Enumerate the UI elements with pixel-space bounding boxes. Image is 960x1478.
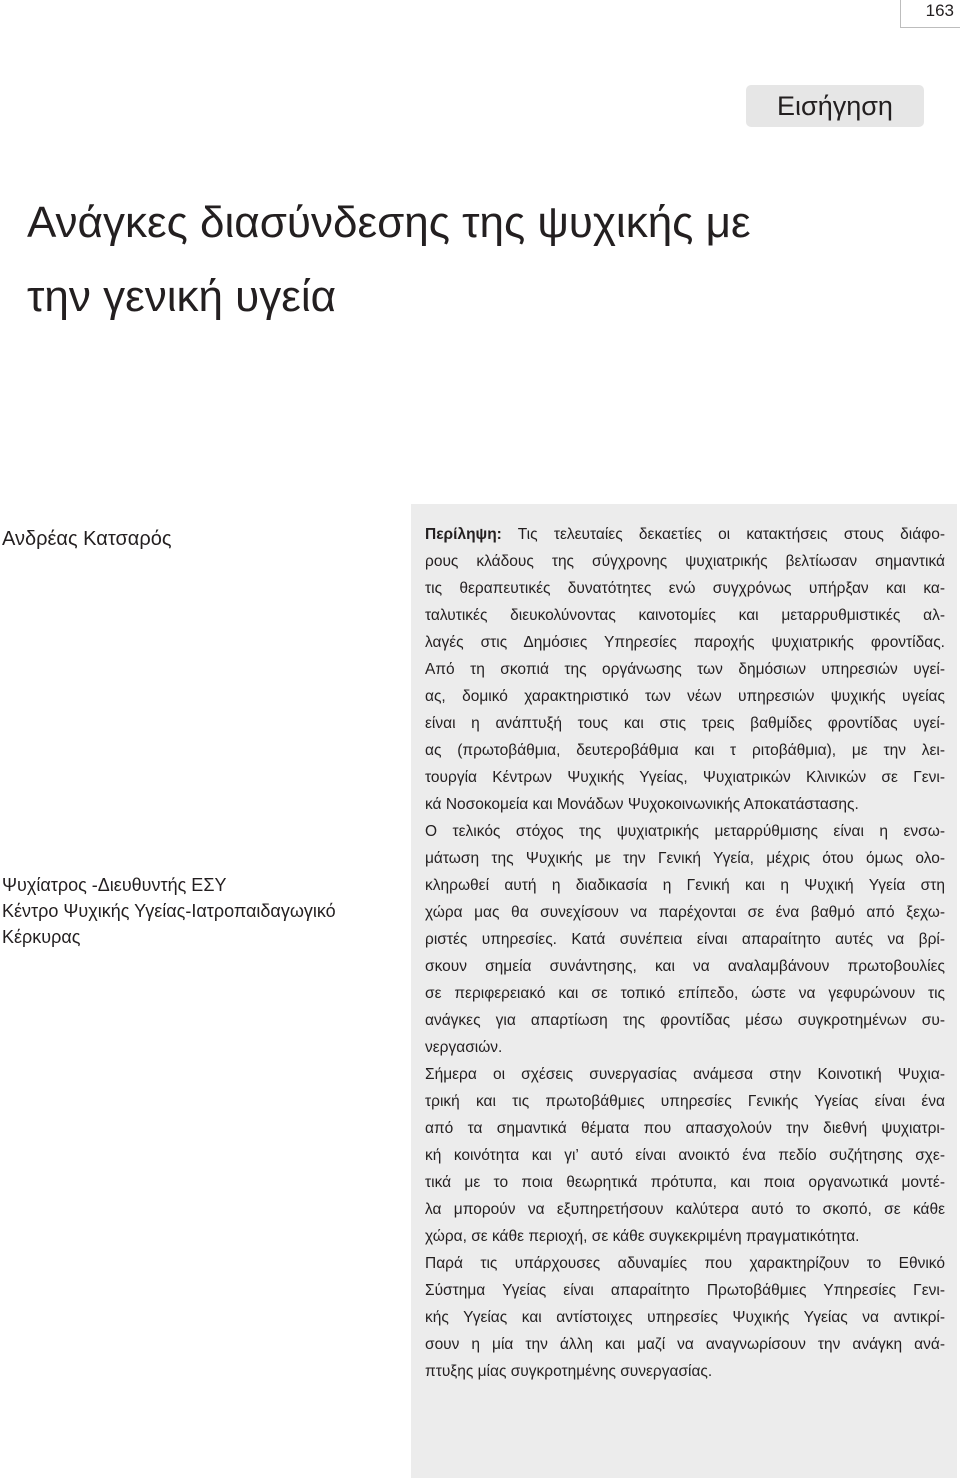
abstract-line: σκουν σημεία συνάντησης, και να αναλαμβάνουν πρωτοβουλίες [425, 958, 945, 975]
abstract-line [425, 521, 945, 548]
author-name: Ανδρέας Κατσαρός [2, 528, 172, 550]
abstract-line: κή κοινότητα και γι’ αυτό είναι ανοικτό ένα πεδίο συζήτησης σχε- [425, 1147, 945, 1164]
abstract-line: ριστές υπηρεσίες. Κατά συνέπεια είναι απαραίτητο αυτές να βρί- [425, 931, 945, 948]
abstract-line: ας (πρωτοβάθμια, δευτεροβάθμια και τ ριτοβάθμια), με την λει- [425, 742, 945, 759]
abstract-line: Ο τελικός στόχος της ψυχιατρικής μεταρρύθμισης είναι η ενσω- [425, 823, 945, 840]
abstract-line: είναι η ανάπτυξή τους και στις τρεις βαθμίδες φροντίδας υγεί- [425, 715, 945, 732]
abstract-line: τις θεραπευτικές δυνατότητες ενώ συγχρόνως υπήρξαν και κα- [425, 580, 945, 597]
abstract-line: Παρά τις υπάρχουσες αδυναμίες που χαρακτηρίζουν το Εθνικό [425, 1255, 945, 1272]
abstract-line: τρική και τις πρωτοβάθμιες υπηρεσίες Γενικής Υγείας είναι ένα [425, 1093, 945, 1110]
affiliation-line: Ψυχίατρος -Διευθυντής ΕΣΥ [2, 875, 227, 895]
abstract-line: νεργασιών. [425, 1039, 503, 1056]
abstract-line: τικά με το ποια θεωρητικά πρότυπα, και ποια οργανωτικά μοντέ- [425, 1174, 945, 1191]
abstract-line: ανάγκες για απαρτίωση της φροντίδας μέσω συγκροτημένων συ- [425, 1012, 945, 1029]
page-number: 163 [900, 0, 960, 28]
abstract-line: πτυξης μίας συγκροτημένης συνεργασίας. [425, 1363, 713, 1380]
abstract-line: μάτωση της Ψυχικής με την Γενική Υγεία, μέχρις ότου όμως ολο- [425, 850, 945, 867]
abstract-line: κληρωθεί αυτή η διαδικασία η Γενική και η Ψυχική Υγεία στη [425, 877, 945, 894]
abstract-line: Σύστημα Υγείας είναι απαραίτητο Πρωτοβάθμιες Υπηρεσίες Γενι- [425, 1282, 945, 1299]
abstract-line: χώρα, σε κάθε περιοχή, σε κάθε συγκεκριμένη πραγματικότητα. [425, 1228, 860, 1245]
abstract-line: ταλυτικές διευκολύνοντας καινοτομίες και μεταρρυθμιστικές αλ- [425, 607, 945, 624]
abstract-line: λαγές στις Δημόσιες Υπηρεσίες παροχής ψυχιατρικής φροντίδας. [425, 634, 945, 651]
abstract-line: λα μπορούν να εξυπηρετήσουν καλύτερα αυτό το σκοπό, σε κάθε [425, 1201, 945, 1218]
title-line: την γενική υγεία [27, 272, 337, 321]
affiliation-line: Κέντρο Ψυχικής Υγείας-Ιατροπαιδαγωγικό [2, 901, 336, 921]
abstract-line: κής Υγείας και αντίστοιχες υπηρεσίες Ψυχικής Υγείας να αντικρί- [425, 1309, 945, 1326]
abstract-line-text: Τις τελευταίες δεκαετίες οι κατακτήσεις στους διάφο- [501, 526, 945, 543]
abstract-line: ρους κλάδους της σύγχρονης ψυχιατρικής βελτίωσαν σημαντικά [425, 553, 945, 570]
author-affiliation [2, 872, 336, 950]
article-title [27, 186, 927, 334]
abstract-line: κά Νοσοκομεία και Μονάδων Ψυχοκοινωνικής Αποκατάστασης. [425, 796, 859, 813]
abstract-line: ας, δομικό χαρακτηριστικό των νέων υπηρεσιών ψυχικής υγείας [425, 688, 945, 705]
affiliation-line: Κέρκυρας [2, 927, 81, 947]
abstract-line: τουργία Κέντρων Ψυχικής Υγείας, Ψυχιατρικών Κλινικών σε Γενι- [425, 769, 945, 786]
abstract-line: Από τη σκοπιά της οργάνωσης των δημόσιων υπηρεσιών υγεί- [425, 661, 945, 678]
title-line: Ανάγκες διασύνδεσης της ψυχικής με [27, 198, 751, 247]
abstract-line: από τα σημαντικά θέματα που απασχολούν την διεθνή ψυχιατρι- [425, 1120, 945, 1137]
abstract-line: χώρα μας θα συνεχίσουν να παρέχονται σε ένα βαθμό από ξεχω- [425, 904, 945, 921]
section-badge: Εισήγηση [746, 85, 924, 127]
abstract-lead: Περίληψη: [425, 526, 502, 543]
abstract-line: Σήμερα οι σχέσεις συνεργασίας ανάμεσα στην Κοινοτική Ψυχια- [425, 1066, 945, 1083]
abstract-line: σουν η μία την άλλη και μαζί να αναγνωρίσουν την ανάγκη ανά- [425, 1336, 945, 1353]
abstract-text [425, 521, 945, 1385]
abstract-line: σε περιφερειακό και σε τοπικό επίπεδο, ώστε να γεφυρώνουν τις [425, 985, 945, 1002]
